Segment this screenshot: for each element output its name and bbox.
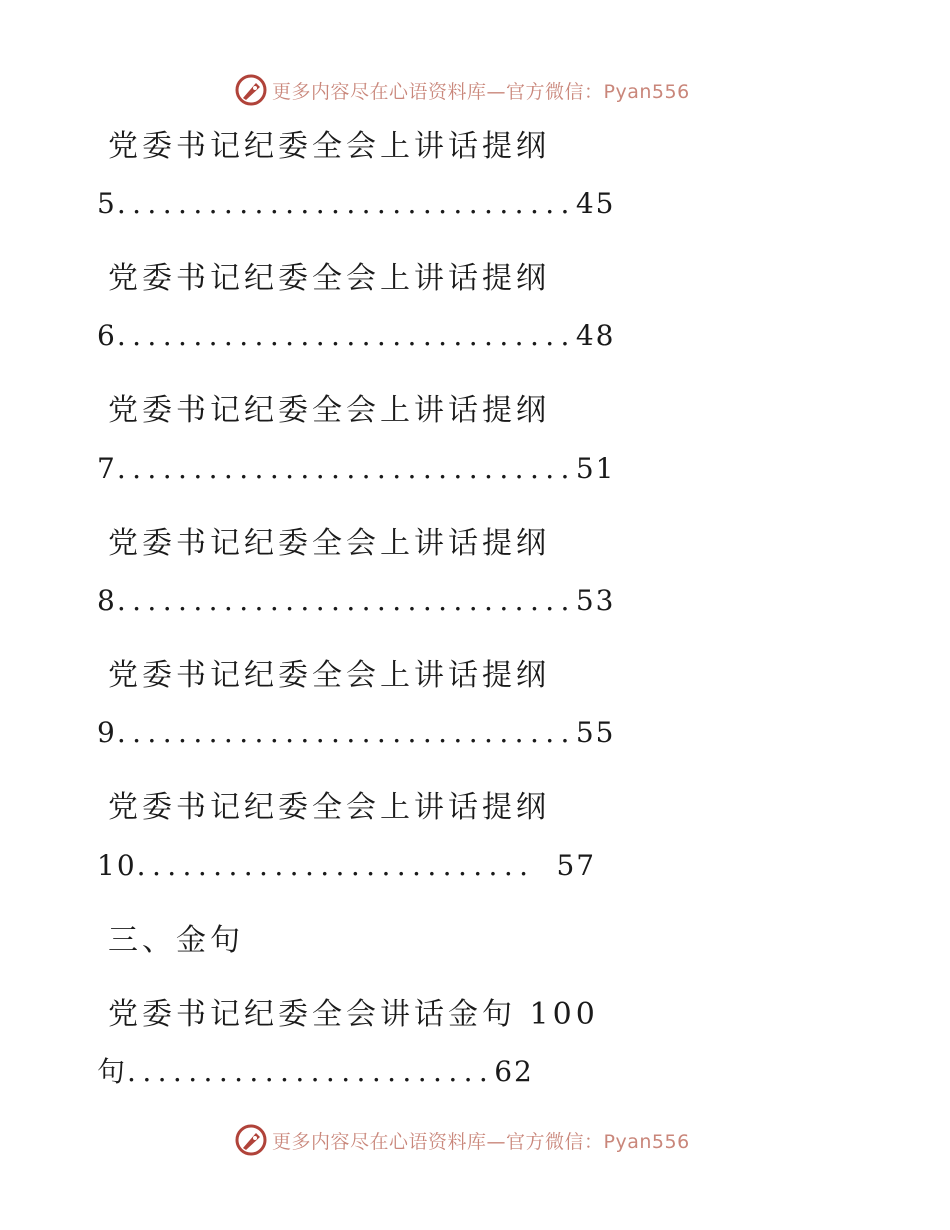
toc-entry-title: 党委书记纪委全会上讲话提纲 <box>108 261 550 296</box>
toc-entry-line <box>97 849 597 882</box>
toc-entry-number: 5 <box>97 187 117 220</box>
toc-entry-line <box>97 187 616 220</box>
toc-page-number: 57 <box>556 849 597 882</box>
toc-page-number: 55 <box>575 716 616 749</box>
pen-nib-logo-icon <box>234 1123 268 1157</box>
footer-watermark <box>234 1122 690 1158</box>
toc-page-number: 53 <box>575 584 616 617</box>
toc-leader-dots: .............................. <box>116 319 576 352</box>
toc-entry-line <box>97 319 616 352</box>
toc-page-number: 45 <box>575 187 616 220</box>
toc-entry-number: 句 <box>97 1055 128 1088</box>
toc-entry-number: 9 <box>97 716 117 749</box>
toc-entry-number: 6 <box>97 319 117 352</box>
toc-entry-title: 党委书记纪委全会上讲话提纲 <box>108 790 550 825</box>
toc-entry-line <box>97 716 616 749</box>
pen-nib-logo-icon <box>234 73 268 107</box>
toc-page-number: 48 <box>575 319 616 352</box>
toc-entry-number: 7 <box>97 452 117 485</box>
toc-entry-line <box>97 1055 534 1088</box>
header-watermark <box>234 72 690 108</box>
toc-entry-number: 10 <box>97 849 137 882</box>
toc-leader-dots: .............................. <box>116 584 576 617</box>
toc-entry-title: 党委书记纪委全会上讲话提纲 <box>108 526 550 561</box>
toc-leader-dots: .............................. <box>116 452 576 485</box>
toc-leader-dots: .......................... <box>136 849 535 882</box>
toc-entry-title: 党委书记纪委全会上讲话提纲 <box>108 658 550 693</box>
toc-entry-title: 党委书记纪委全会上讲话提纲 <box>108 393 550 428</box>
toc-entry-line <box>97 452 616 485</box>
toc-entry-title: 党委书记纪委全会讲话金句 100 <box>108 997 599 1032</box>
toc-page-number: 51 <box>575 452 616 485</box>
toc-entry-line <box>97 584 616 617</box>
toc-entry-number: 8 <box>97 584 117 617</box>
toc-page-number: 62 <box>494 1055 534 1088</box>
toc-leader-dots: .............................. <box>116 187 576 220</box>
section-heading: 三、金句 <box>108 923 244 958</box>
toc-leader-dots: ........................ <box>127 1055 495 1088</box>
watermark-text: 更多内容尽在心语资料库—官方微信：Pyan556 <box>272 80 690 103</box>
toc-leader-dots: .............................. <box>116 716 576 749</box>
watermark-text: 更多内容尽在心语资料库—官方微信：Pyan556 <box>272 1130 690 1153</box>
toc-entry-title: 党委书记纪委全会上讲话提纲 <box>108 129 550 164</box>
